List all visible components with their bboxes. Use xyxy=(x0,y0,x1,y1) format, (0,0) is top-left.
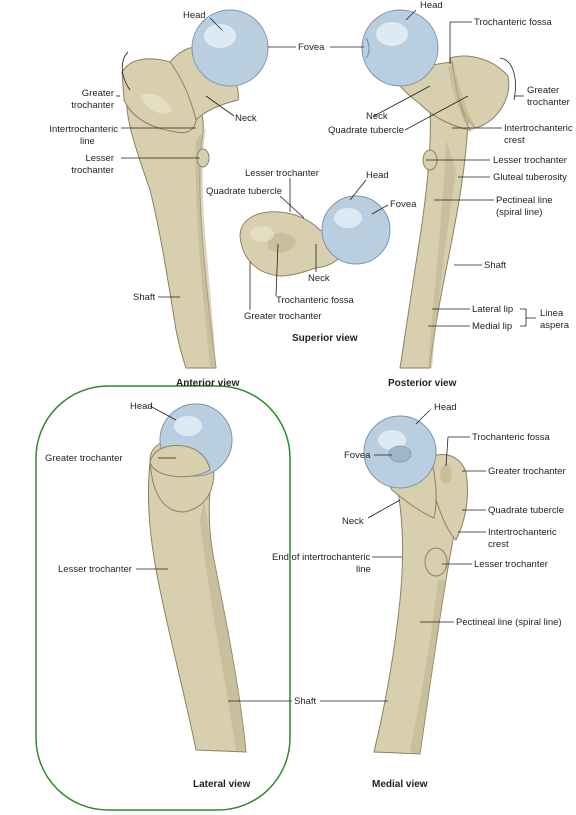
label-medial-end-intertrochanteric-2: line xyxy=(356,564,371,575)
labels xyxy=(45,0,573,790)
superior-view-femur xyxy=(240,196,390,276)
title-superior-view: Superior view xyxy=(292,333,358,344)
leader-medial-head xyxy=(416,410,430,424)
label-lateral-greater-trochanter: Greater trochanter xyxy=(45,453,123,464)
label-medial-quadrate-tubercle: Quadrate tubercle xyxy=(488,505,565,516)
medial-view-femur xyxy=(364,416,468,754)
label-posterior-pectineal-line-2: (spiral line) xyxy=(496,207,543,218)
label-lateral-head: Head xyxy=(130,401,153,412)
label-posterior-trochanteric-fossa: Trochanteric fossa xyxy=(474,17,552,28)
medial-trochanteric-fossa-shading xyxy=(440,464,452,484)
lateral-head-highlight xyxy=(174,416,202,436)
label-posterior-shaft: Shaft xyxy=(484,260,507,271)
label-anterior-lesser-trochanter-2: trochanter xyxy=(71,165,114,176)
label-superior-fovea: Fovea xyxy=(390,199,417,210)
label-posterior-intertrochanteric-crest-1: Intertrochanteric xyxy=(504,123,573,134)
label-anterior-intertrochanteric-line-2: line xyxy=(80,136,95,147)
label-medial-intertrochanteric-crest-2: crest xyxy=(488,539,509,550)
lateral-view-femur xyxy=(148,404,246,752)
leader-medial-neck xyxy=(368,500,400,518)
anterior-femoral-head xyxy=(192,10,268,86)
label-anterior-head: Head xyxy=(183,10,206,21)
label-medial-pectineal-line: Pectineal line (spiral line) xyxy=(456,617,562,628)
label-anterior-neck: Neck xyxy=(235,113,257,124)
label-medial-lesser-trochanter: Lesser trochanter xyxy=(474,559,548,570)
posterior-femoral-head xyxy=(362,10,438,86)
label-superior-head: Head xyxy=(366,170,389,181)
label-posterior-pectineal-line-1: Pectineal line xyxy=(496,195,553,206)
superior-head-highlight xyxy=(334,208,362,228)
label-posterior-head: Head xyxy=(420,0,443,11)
label-superior-lesser-trochanter: Lesser trochanter xyxy=(245,168,319,179)
label-posterior-lesser-trochanter: Lesser trochanter xyxy=(493,155,567,166)
label-medial-head: Head xyxy=(434,402,457,413)
superior-highlight xyxy=(250,226,274,242)
label-medial-trochanteric-fossa: Trochanteric fossa xyxy=(472,432,550,443)
title-medial-view: Medial view xyxy=(372,779,428,790)
label-anterior-greater-trochanter-2: trochanter xyxy=(71,100,114,111)
label-medial-intertrochanteric-crest-1: Intertrochanteric xyxy=(488,527,557,538)
label-superior-greater-trochanter: Greater trochanter xyxy=(244,311,322,322)
label-lateral-lesser-trochanter: Lesser trochanter xyxy=(58,564,132,575)
label-posterior-linea-aspera-1: Linea xyxy=(540,308,564,319)
posterior-head-highlight xyxy=(376,22,408,46)
leader-posterior-linea-aspera-bracket xyxy=(520,309,536,326)
label-superior-trochanteric-fossa: Trochanteric fossa xyxy=(276,295,354,306)
label-anterior-lesser-trochanter-1: Lesser xyxy=(85,153,114,164)
label-medial-greater-trochanter: Greater trochanter xyxy=(488,466,566,477)
label-anterior-greater-trochanter-1: Greater xyxy=(81,88,114,99)
title-posterior-view: Posterior view xyxy=(388,378,457,389)
label-anterior-shaft: Shaft xyxy=(133,292,156,303)
label-posterior-lateral-lip: Lateral lip xyxy=(472,304,514,315)
label-anterior-intertrochanteric-line-1: Intertrochanteric xyxy=(49,124,118,135)
label-posterior-intertrochanteric-crest-2: crest xyxy=(504,135,525,146)
label-shaft-shared: Shaft xyxy=(294,696,317,707)
label-posterior-greater-trochanter-2: trochanter xyxy=(527,97,570,108)
label-posterior-medial-lip: Medial lip xyxy=(472,321,513,332)
medial-fovea-pit xyxy=(389,446,411,462)
label-superior-neck: Neck xyxy=(308,273,330,284)
title-lateral-view: Lateral view xyxy=(193,779,251,790)
label-fovea-top: Fovea xyxy=(298,42,325,53)
label-posterior-greater-trochanter-1: Greater xyxy=(527,85,560,96)
label-medial-neck: Neck xyxy=(342,516,364,527)
title-anterior-view: Anterior view xyxy=(176,378,240,389)
label-posterior-linea-aspera-2: aspera xyxy=(540,320,570,331)
label-superior-quadrate-tubercle: Quadrate tubercle xyxy=(206,186,283,197)
label-medial-end-intertrochanteric-1: End of intertrochanteric xyxy=(272,552,371,563)
label-posterior-neck: Neck xyxy=(366,111,388,122)
label-posterior-gluteal-tuberosity: Gluteal tuberosity xyxy=(493,172,567,183)
label-posterior-quadrate-tubercle: Quadrate tubercle xyxy=(328,125,405,136)
medial-lesser-trochanter xyxy=(425,548,447,576)
superior-femoral-head xyxy=(322,196,390,264)
label-medial-fovea: Fovea xyxy=(344,450,371,461)
